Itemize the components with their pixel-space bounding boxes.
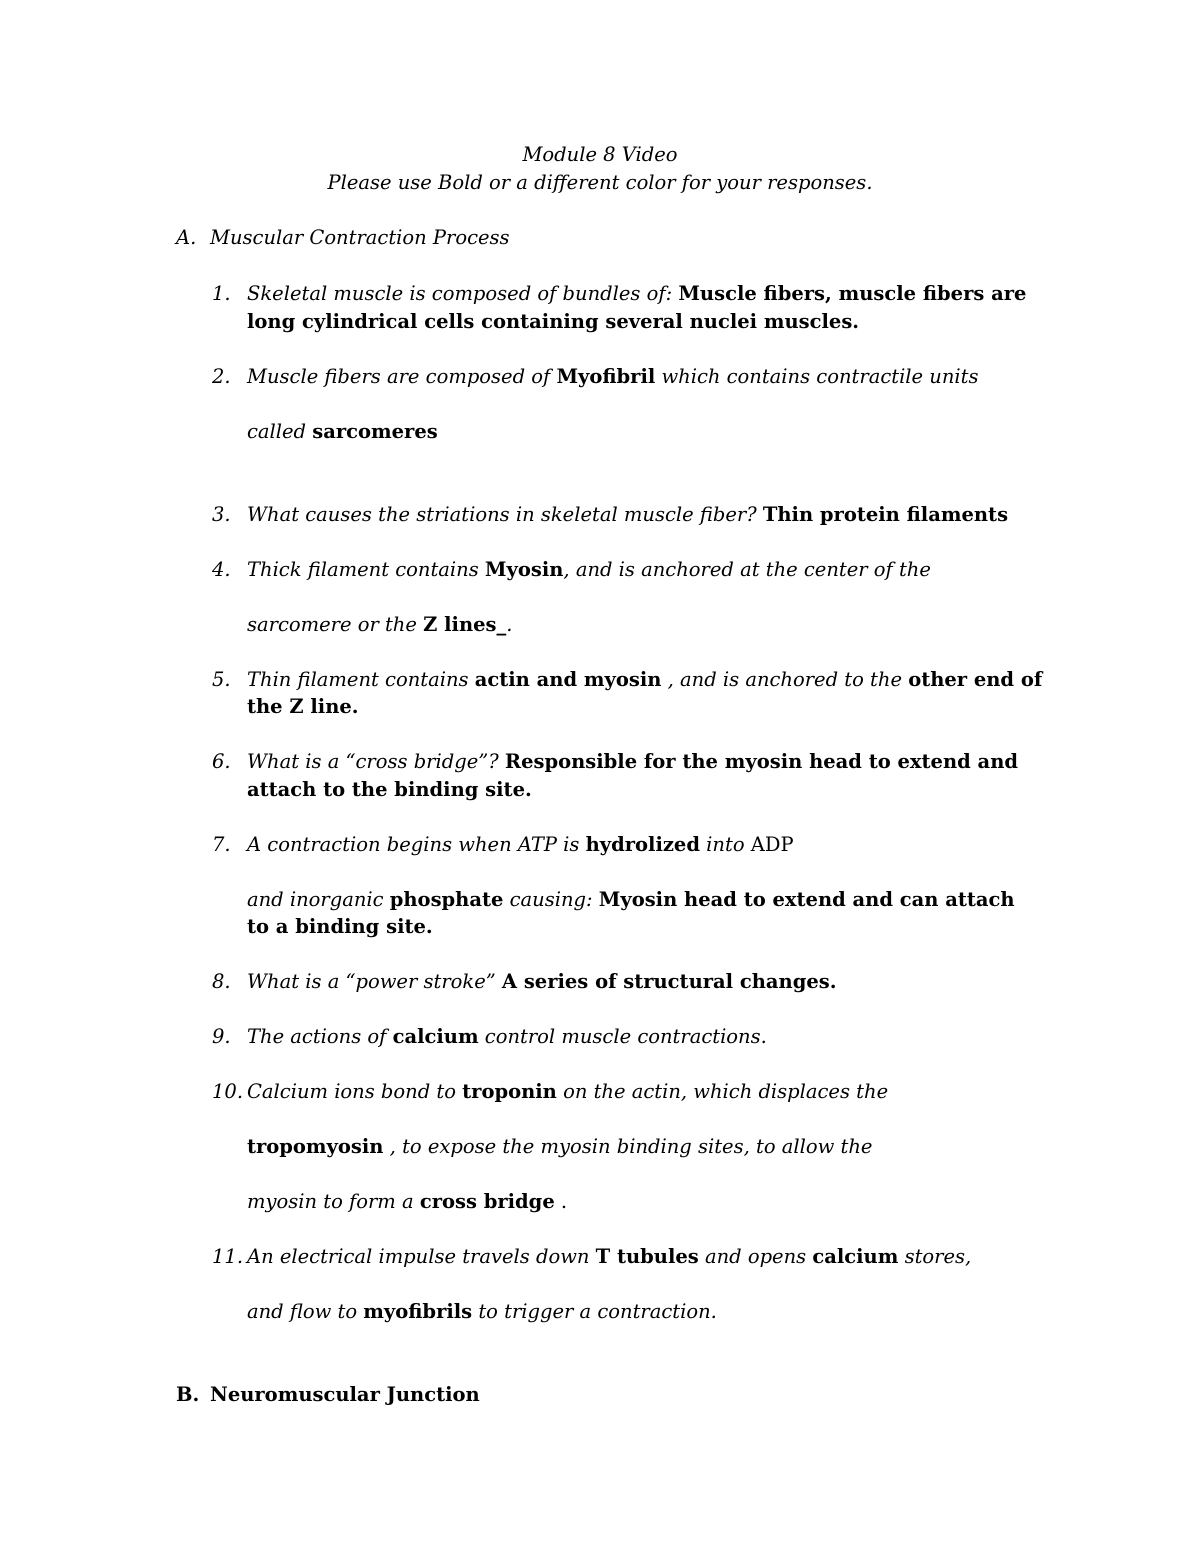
prompt-text: which contains contractile units bbox=[655, 365, 979, 388]
prompt-text: Thick filament contains bbox=[247, 558, 485, 581]
list-item-number: 5. bbox=[212, 668, 231, 691]
list-item-line bbox=[247, 308, 859, 336]
list-item-line bbox=[247, 913, 433, 941]
prompt-text: to trigger a contraction. bbox=[472, 1300, 717, 1323]
prompt-text: , and is anchored to the bbox=[661, 668, 909, 691]
response-text: sarcomeres bbox=[312, 420, 438, 443]
prompt-text: stores, bbox=[898, 1245, 972, 1268]
list-item-line bbox=[247, 418, 438, 446]
list-item-number: 7. bbox=[212, 833, 231, 856]
response-text: cross bridge bbox=[419, 1190, 555, 1213]
prompt-text: . bbox=[554, 1190, 568, 1213]
list-item-line bbox=[247, 1023, 767, 1051]
list-item-number: 6. bbox=[212, 750, 231, 773]
prompt-text: What is a “cross bridge”? bbox=[247, 750, 505, 773]
list-item-number: 4. bbox=[212, 558, 231, 581]
prompt-text: causing: bbox=[503, 888, 599, 911]
page-instructions: Please use Bold or a different color for your responses. bbox=[327, 171, 873, 194]
list-item-line bbox=[247, 611, 512, 639]
list-item-line bbox=[247, 1188, 567, 1216]
prompt-text: , to expose the myosin binding sites, to allow the bbox=[383, 1135, 873, 1158]
prompt-text: and flow to bbox=[247, 1300, 364, 1323]
prompt-text: called bbox=[247, 420, 313, 443]
list-item-line bbox=[247, 666, 1042, 694]
list-item-number: 8. bbox=[212, 970, 231, 993]
list-item-line bbox=[247, 280, 1026, 308]
response-text: calcium bbox=[812, 1245, 899, 1268]
response-text: Myosin bbox=[484, 558, 564, 581]
list-item-line bbox=[247, 776, 532, 804]
response-text: myofibrils bbox=[363, 1300, 473, 1323]
response-text: Myosin head to extend and can attach bbox=[598, 888, 1015, 911]
list-item-number: 3. bbox=[212, 503, 231, 526]
section-a-heading: Muscular Contraction Process bbox=[210, 226, 510, 249]
response-text: troponin bbox=[462, 1080, 557, 1103]
page-title: Module 8 Video bbox=[522, 143, 678, 166]
response-text: Myofibril bbox=[556, 365, 656, 388]
prompt-text: into bbox=[699, 833, 751, 856]
list-item-line bbox=[247, 1298, 717, 1326]
list-item-number: 1. bbox=[212, 282, 231, 305]
prompt-text: Calcium ions bond to bbox=[247, 1080, 463, 1103]
list-item-line bbox=[247, 831, 794, 859]
list-item-number: 11. bbox=[212, 1245, 244, 1268]
prompt-text: An electrical impulse travels down bbox=[247, 1245, 596, 1268]
list-item-line bbox=[247, 363, 978, 391]
response-text: the Z line. bbox=[247, 695, 359, 718]
section-a-marker: A. bbox=[176, 226, 197, 249]
list-item-line bbox=[247, 693, 359, 721]
prompt-text: . bbox=[506, 613, 513, 636]
prompt-text: Skeletal muscle is composed of bundles of: bbox=[247, 282, 679, 305]
response-text: Muscle fibers, muscle fibers are bbox=[678, 282, 1027, 305]
response-text: phosphate bbox=[389, 888, 504, 911]
response-text: Z lines_ bbox=[423, 613, 507, 636]
response-text: other end of bbox=[908, 668, 1043, 691]
prompt-text: Thin filament contains bbox=[247, 668, 475, 691]
response-text: calcium bbox=[392, 1025, 479, 1048]
prompt-text: , and is anchored at the center of the bbox=[563, 558, 931, 581]
prompt-text: The actions of bbox=[247, 1025, 393, 1048]
prompt-text: on the actin, which displaces the bbox=[556, 1080, 889, 1103]
response-text: to a binding site. bbox=[247, 915, 433, 938]
prompt-text: ADP bbox=[750, 833, 794, 856]
list-item-number: 10. bbox=[212, 1080, 244, 1103]
prompt-text: and opens bbox=[698, 1245, 813, 1268]
list-item-number: 9. bbox=[212, 1025, 231, 1048]
list-item-line bbox=[247, 748, 1018, 776]
list-item-line bbox=[247, 556, 931, 584]
response-text: A series of structural changes. bbox=[501, 970, 837, 993]
list-item-line bbox=[247, 1243, 971, 1271]
response-text: attach to the binding site. bbox=[247, 778, 532, 801]
prompt-text: sarcomere or the bbox=[247, 613, 424, 636]
response-text: T tubules bbox=[595, 1245, 699, 1268]
response-text: actin and myosin bbox=[474, 668, 662, 691]
response-text: hydrolized bbox=[585, 833, 700, 856]
list-item-line bbox=[247, 886, 1015, 914]
prompt-text: and inorganic bbox=[247, 888, 390, 911]
prompt-text: control muscle contractions. bbox=[478, 1025, 767, 1048]
prompt-text: What causes the striations in skeletal muscle fiber? bbox=[247, 503, 763, 526]
list-item-line bbox=[247, 501, 1008, 529]
prompt-text: Muscle fibers are composed of bbox=[247, 365, 557, 388]
response-text: tropomyosin bbox=[247, 1135, 384, 1158]
response-text: long cylindrical cells containing several nuclei muscles. bbox=[247, 310, 860, 333]
list-item-line bbox=[247, 1078, 888, 1106]
list-item-line bbox=[247, 968, 837, 996]
prompt-text: myosin to form a bbox=[247, 1190, 420, 1213]
list-item-line bbox=[247, 1133, 872, 1161]
section-b-marker: B. bbox=[176, 1383, 200, 1406]
response-text: Thin protein filaments bbox=[762, 503, 1009, 526]
response-text: Responsible for the myosin head to extend and bbox=[504, 750, 1019, 773]
prompt-text: What is a “power stroke” bbox=[247, 970, 502, 993]
prompt-text: A contraction begins when ATP is bbox=[247, 833, 586, 856]
list-item-number: 2. bbox=[212, 365, 231, 388]
section-b-heading: Neuromuscular Junction bbox=[210, 1383, 480, 1406]
